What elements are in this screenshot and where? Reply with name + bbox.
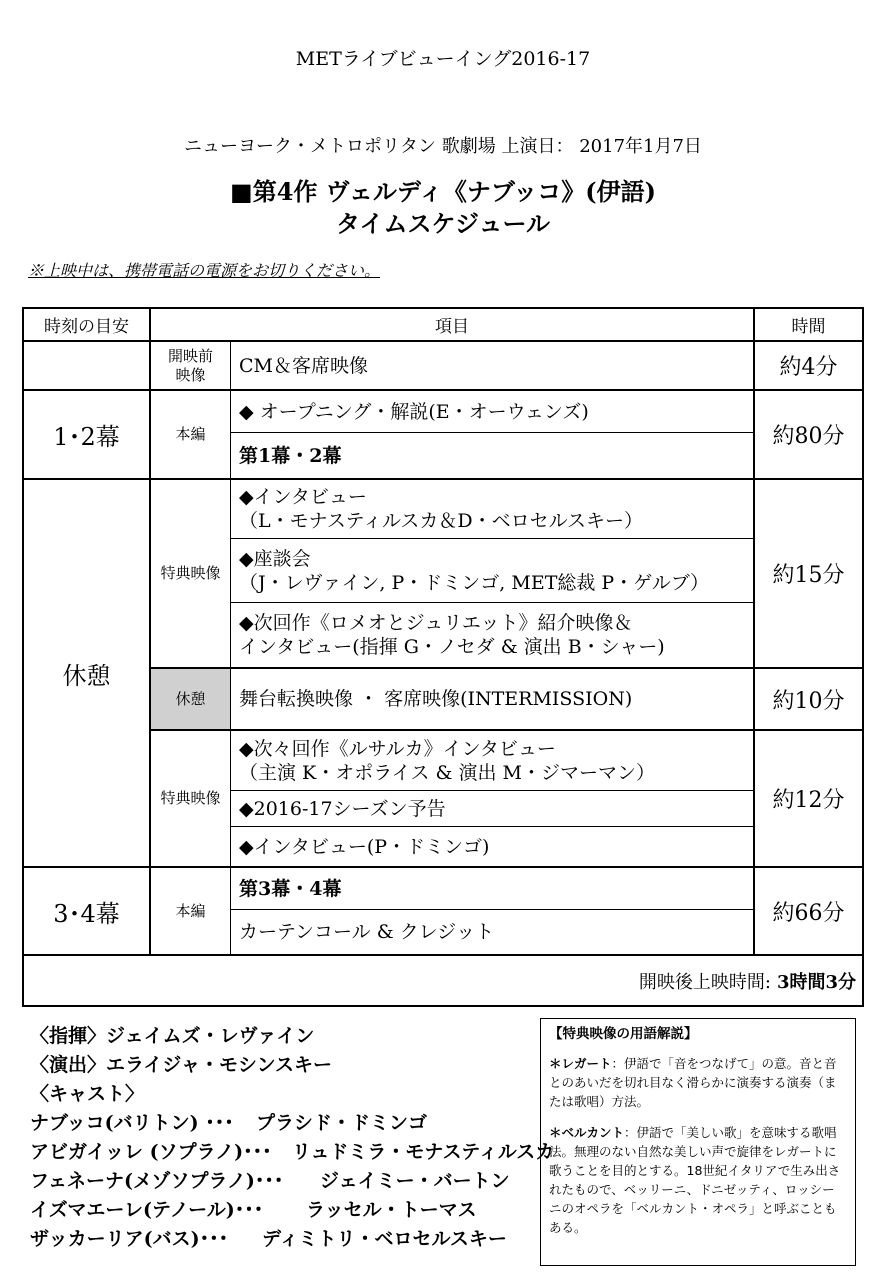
bonus-1-sub: 特典映像 <box>160 564 221 582</box>
total-runtime-label: 開映後上映時間: <box>638 971 771 993</box>
cast-row <box>30 1109 554 1138</box>
acts-1-2-sub: 本編 <box>175 425 206 443</box>
cast-name: プラシド・ドミンゴ <box>256 1112 428 1134</box>
bonus-2-item-season-preview: ◆2016-17シーズン予告 <box>239 797 446 820</box>
belcanto-text: ：伊語で「美しい歌」を意味する歌唱法。無理のない自然な美しい声で旋律をレガートに歌うことを目的とする。18世紀イタリアで生み出されたもので、ベッリーニ、ドニゼッティ、ロッシーニのオペラを「ベルカント・オペラ」と呼ぶこともある。 <box>549 1125 841 1235</box>
bonus-2-sub: 特典映像 <box>160 789 221 807</box>
cast-name: ラッセル・トーマス <box>306 1199 477 1221</box>
glossary-legato <box>549 1054 847 1111</box>
pre-show-sub-line-1: 開映前 <box>167 346 213 365</box>
bonus-1-item-roundtable <box>231 539 753 602</box>
group-intermission: 休憩 <box>62 661 111 690</box>
credits <box>30 1022 554 1254</box>
header-item: 項目 <box>435 317 469 337</box>
bonus-2-item-domingo-interview: ◆インタビュー(P・ドミンゴ) <box>239 835 490 858</box>
series-title: METライブビューイング2016-17 <box>295 48 591 70</box>
acts-3-4-duration: 約66分 <box>772 900 845 926</box>
total-runtime-value: 3時間3分 <box>776 971 856 993</box>
cast-role: ザッカーリア(バス)･･･ <box>30 1228 229 1250</box>
phone-notice: ※上映中は、携帯電話の電源をお切りください。 <box>28 261 381 280</box>
bonus-1-item-roundtable-line-2: （J・レヴァイン, P・ドミンゴ, MET総裁 P・ゲルブ） <box>239 571 710 594</box>
cast-row <box>30 1225 554 1254</box>
group-acts-1-2: 1･2幕 <box>53 423 120 451</box>
acts-1-2-item-main: 第1幕・2幕 <box>239 444 342 467</box>
pre-show-duration: 約4分 <box>779 355 838 380</box>
cast-label: 〈キャスト〉 <box>30 1083 145 1105</box>
bonus-1-item-interview-line-2: （L・モナスティルスカ＆D・ベロセルスキー） <box>239 510 644 532</box>
pre-show-sub <box>151 342 230 389</box>
cast-role: ナブッコ(バリトン) ･･･ <box>30 1112 234 1134</box>
acts-3-4-item-main: 第3幕・4幕 <box>239 877 342 900</box>
bonus-1-duration: 約15分 <box>772 563 845 588</box>
bonus-1-item-next-work <box>231 603 753 667</box>
page-title <box>0 176 886 240</box>
cast-name: リュドミラ・モナスティルスカ <box>292 1141 555 1163</box>
cast-row <box>30 1138 554 1167</box>
glossary-box <box>540 1018 856 1266</box>
bonus-1-item-interview-line-1: ◆インタビュー <box>239 486 367 508</box>
legato-term: ＊レガート <box>549 1056 612 1071</box>
intermission-duration: 約10分 <box>772 688 845 714</box>
bonus-2-duration: 約12分 <box>772 788 845 813</box>
bonus-1-item-next-work-line-1: ◆次回作《ロメオとジュリエット》紹介映像＆ <box>239 612 633 634</box>
cast-row <box>30 1196 554 1225</box>
belcanto-term: ＊ベルカント <box>549 1125 625 1140</box>
glossary-belcanto <box>549 1123 847 1237</box>
conductor: 〈指揮〉ジェイムズ・レヴァイン <box>30 1025 315 1047</box>
bonus-2-item-rusalka <box>231 731 753 790</box>
title-line-1: ■第4作 ヴェルディ《ナブッコ》(伊語) <box>230 177 656 206</box>
bonus-2-item-rusalka-line-1: ◆次々回作《ルサルカ》インタビュー <box>239 737 556 760</box>
pre-show-sub-line-2: 映像 <box>175 365 206 384</box>
bonus-1-item-next-work-line-2: インタビュー(指揮 G・ノセダ & 演出 B・シャー) <box>239 636 665 658</box>
header-time: 時刻の目安 <box>44 317 129 337</box>
bonus-2-item-rusalka-line-2: （主演 K・オポライス & 演出 M・ジマーマン） <box>239 761 655 784</box>
header-duration: 時間 <box>791 317 826 337</box>
legato-text: ：伊語で「音をつなげて」の意。音と音とのあいだを切れ目なく滑らかに演奏する演奏（または歌唱）方法。 <box>549 1056 837 1109</box>
bonus-1-item-interview <box>231 480 753 538</box>
cast-name: ディミトリ・ベロセルスキー <box>262 1228 507 1250</box>
title-line-2: タイムスケジュール <box>335 209 551 238</box>
director: 〈演出〉エライジャ・モシンスキー <box>30 1054 333 1076</box>
schedule-table <box>22 307 864 1007</box>
acts-1-2-item-opening: ◆ オープニング・解説(E・オーウェンズ) <box>239 400 589 423</box>
intermission-sub: 休憩 <box>151 669 230 729</box>
acts-1-2-duration: 約80分 <box>772 424 845 449</box>
cast-row <box>30 1167 554 1196</box>
group-acts-3-4: 3･4幕 <box>53 899 120 928</box>
cast-role: フェネーナ(メゾソプラノ)･･･ <box>30 1170 284 1192</box>
cast-role: イズマエーレ(テノール)･･･ <box>30 1199 264 1221</box>
glossary-title: 【特典映像の用語解説】 <box>549 1026 698 1042</box>
bonus-1-item-roundtable-line-1: ◆座談会 <box>239 547 311 570</box>
venue-date: ニューヨーク・メトロポリタン 歌劇場 上演日： 2017年1月7日 <box>184 136 702 157</box>
pre-show-item: CM＆客席映像 <box>239 354 368 377</box>
cast-name: ジェイミー・バートン <box>320 1170 510 1192</box>
total-runtime <box>24 956 862 1005</box>
acts-3-4-item-curtain-call: カーテンコール & クレジット <box>239 921 495 943</box>
intermission-item: 舞台転換映像 ・ 客席映像(INTERMISSION) <box>239 688 633 710</box>
acts-3-4-sub: 本編 <box>175 901 206 920</box>
cast-role: アビガイッレ (ソプラノ)･･･ <box>30 1141 272 1163</box>
